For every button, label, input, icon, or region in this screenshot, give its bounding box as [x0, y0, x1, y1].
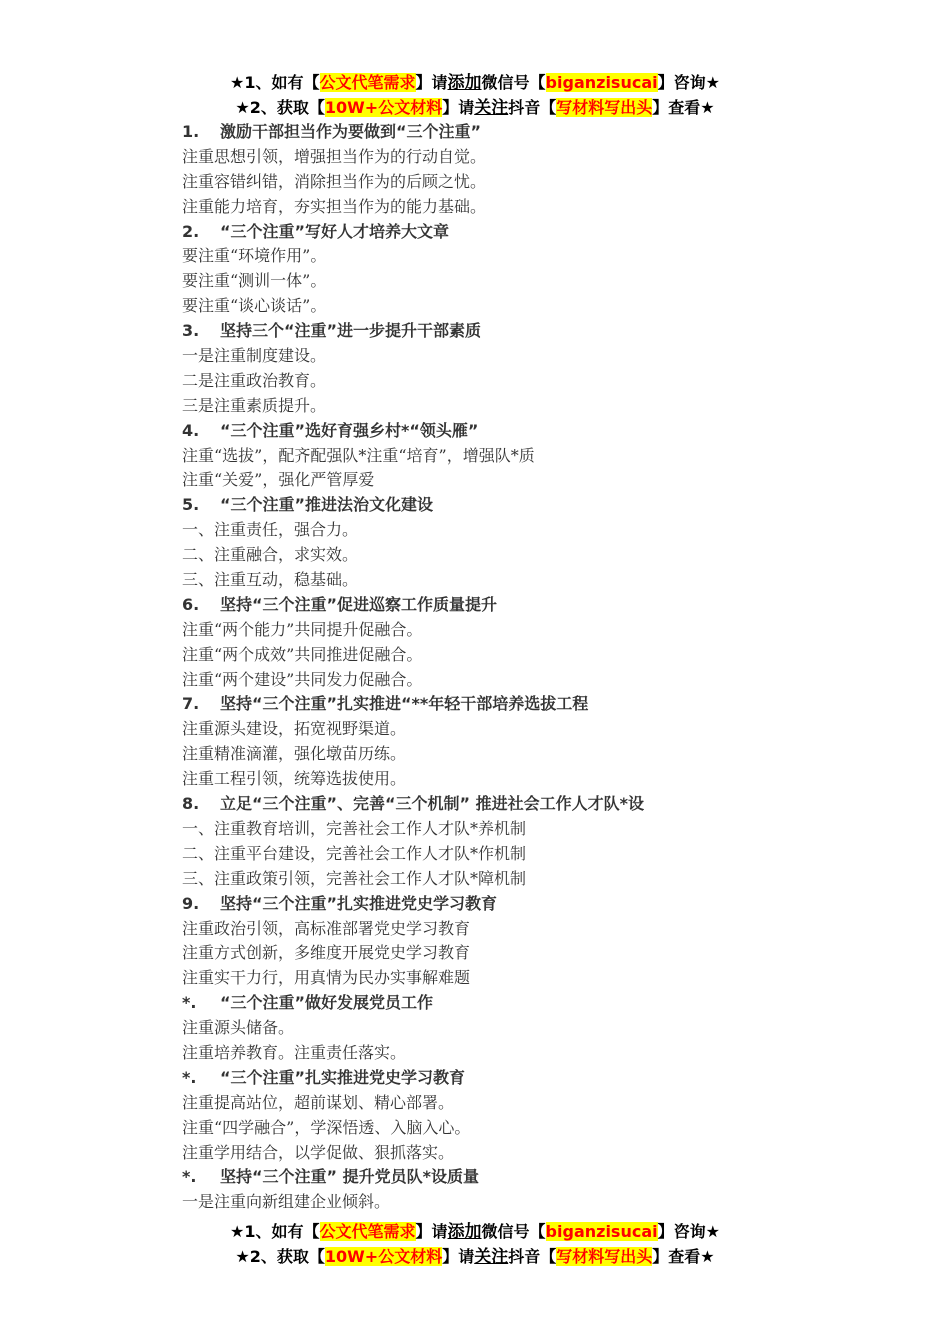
section-item: 注重源头建设，拓宽视野渠道。 [182, 719, 407, 739]
section-item: 二、注重融合，求实效。 [182, 545, 359, 565]
promo-highlight: biganzisucai [545, 73, 658, 92]
section-item: 一、注重责任，强合力。 [182, 520, 359, 540]
section-item: 注重“四学融合”，学深悟透、入脑入心。 [182, 1117, 471, 1137]
section-item: 注重“两个成效”共同推进促融合。 [182, 644, 423, 664]
promo-text: ★1、如有【 [230, 1222, 320, 1241]
section-title: “三个注重”写好人才培养大文章 [220, 221, 450, 241]
section-item: 注重政治引领，高标准部署党史学习教育 [182, 918, 471, 938]
section-item: 注重学用结合，以学促做、狠抓落实。 [182, 1142, 455, 1162]
promo-footer [0, 1219, 950, 1269]
section-title: 立足“三个注重”、完善“三个机制” 推进社会工作人才队*设 [220, 794, 645, 814]
promo-header [0, 70, 950, 120]
section-number: 5. [182, 495, 200, 515]
section-number: *. [182, 1167, 197, 1187]
section-item: 注重精准滴灌，强化墩苗历练。 [182, 744, 407, 764]
section-item: 要注重“测训一体”。 [182, 271, 327, 291]
section-item: 二是注重政治教育。 [182, 370, 327, 390]
promo-highlight: 公文代笔需求 [319, 73, 416, 92]
section-item: 注重提高站位，超前谋划、精心部署。 [182, 1092, 455, 1112]
section-item: 注重源头储备。 [182, 1018, 295, 1038]
section-heading [182, 319, 922, 344]
section-title: 坚持“三个注重”扎实推进“**年轻干部培养选拔工程 [220, 694, 589, 714]
section-item: 注重方式创新，多维度开展党史学习教育 [182, 943, 471, 963]
promo-text: 】请 [415, 1222, 448, 1241]
promo-text: 抖音【 [508, 1247, 557, 1266]
section-item: 注重能力培育，夯实担当作为的能力基础。 [182, 196, 487, 216]
section-number: 8. [182, 794, 200, 814]
section-title: “三个注重”做好发展党员工作 [220, 993, 434, 1013]
promo-line-1 [0, 1219, 950, 1244]
section-heading [182, 220, 922, 245]
section-item: 三、注重政策引领，完善社会工作人才队*障机制 [182, 868, 527, 888]
section-item: 注重工程引领，统筹选拔使用。 [182, 769, 407, 789]
promo-highlight: 公文代笔需求 [319, 1222, 416, 1241]
section-heading [182, 493, 922, 518]
section-number: 9. [182, 893, 200, 913]
promo-line-2 [0, 95, 950, 120]
section-item: 注重培养教育。注重责任落实。 [182, 1042, 407, 1062]
promo-text: 】请 [442, 1247, 475, 1266]
section-heading [182, 120, 922, 145]
section-item: 注重“两个建设”共同发力促融合。 [182, 669, 423, 689]
section-item: 要注重“谈心谈话”。 [182, 296, 327, 316]
promo-underline: 关注 [474, 1247, 509, 1267]
section-title: “三个注重”选好育强乡村*“领头雁” [220, 420, 479, 440]
section-heading [182, 1066, 922, 1091]
section-title: 激励干部担当作为要做到“三个注重” [220, 122, 482, 141]
section-number: *. [182, 993, 197, 1013]
promo-text: ★2、获取【 [235, 98, 325, 117]
section-number: 1. [182, 122, 200, 141]
promo-text: 】请 [442, 98, 475, 117]
section-heading [182, 692, 922, 717]
section-title: 坚持“三个注重”扎实推进党史学习教育 [220, 893, 498, 913]
section-item: 注重“两个能力”共同提升促融合。 [182, 619, 423, 639]
section-item: 一、注重教育培训，完善社会工作人才队*养机制 [182, 818, 527, 838]
promo-text: 】请 [415, 73, 448, 92]
promo-line-1 [0, 70, 950, 95]
promo-text: 抖音【 [508, 98, 557, 117]
section-number: 3. [182, 321, 200, 341]
promo-underline: 添加 [447, 73, 482, 93]
section-item: 一是注重制度建设。 [182, 346, 327, 366]
promo-text: 微信号【 [481, 73, 546, 92]
promo-highlight: biganzisucai [545, 1222, 658, 1241]
promo-text: 】咨询★ [657, 1222, 720, 1241]
section-heading [182, 419, 922, 444]
section-item: 注重“关爱”，强化严管厚爱 [182, 470, 375, 490]
promo-highlight: 10W+公文材料 [324, 98, 443, 117]
section-title: 坚持“三个注重” 提升党员队*设质量 [220, 1167, 479, 1187]
section-heading [182, 1165, 922, 1190]
section-item: 一是注重向新组建企业倾斜。 [182, 1192, 391, 1212]
promo-highlight: 写材料写出头 [556, 1247, 653, 1266]
section-item: 三是注重素质提升。 [182, 395, 327, 415]
section-item: 注重“选拔”，配齐配强队*注重“培育”，增强队*质 [182, 445, 535, 465]
section-title: 坚持“三个注重”促进巡察工作质量提升 [220, 594, 498, 614]
promo-line-2 [0, 1244, 950, 1269]
section-heading [182, 892, 922, 917]
promo-text: 】查看★ [652, 98, 715, 117]
section-title: 坚持三个“注重”进一步提升干部素质 [220, 321, 482, 341]
promo-text: 微信号【 [481, 1222, 546, 1241]
section-number: 2. [182, 221, 200, 241]
section-item: 二、注重平台建设，完善社会工作人才队*作机制 [182, 843, 527, 863]
section-number: 7. [182, 694, 200, 714]
section-heading [182, 593, 922, 618]
section-item: 三、注重互动，稳基础。 [182, 570, 359, 590]
section-number: *. [182, 1067, 197, 1087]
promo-text: 】咨询★ [657, 73, 720, 92]
section-heading [182, 792, 922, 817]
section-number: 4. [182, 420, 200, 440]
promo-text: ★1、如有【 [230, 73, 320, 92]
section-title: “三个注重”扎实推进党史学习教育 [220, 1067, 466, 1087]
promo-text: ★2、获取【 [235, 1247, 325, 1266]
section-item: 要注重“环境作用”。 [182, 246, 327, 266]
section-title: “三个注重”推进法治文化建设 [220, 495, 434, 515]
section-item: 注重思想引领，增强担当作为的行动自觉。 [182, 146, 487, 166]
promo-text: 】查看★ [652, 1247, 715, 1266]
document-body [182, 120, 922, 1215]
section-item: 注重容错纠错，消除担当作为的后顾之忧。 [182, 171, 487, 191]
promo-underline: 关注 [474, 98, 509, 118]
promo-highlight: 10W+公文材料 [324, 1247, 443, 1266]
promo-highlight: 写材料写出头 [556, 98, 653, 117]
promo-underline: 添加 [447, 1222, 482, 1242]
section-item: 注重实干力行，用真情为民办实事解难题 [182, 968, 471, 988]
section-number: 6. [182, 594, 200, 614]
section-heading [182, 991, 922, 1016]
